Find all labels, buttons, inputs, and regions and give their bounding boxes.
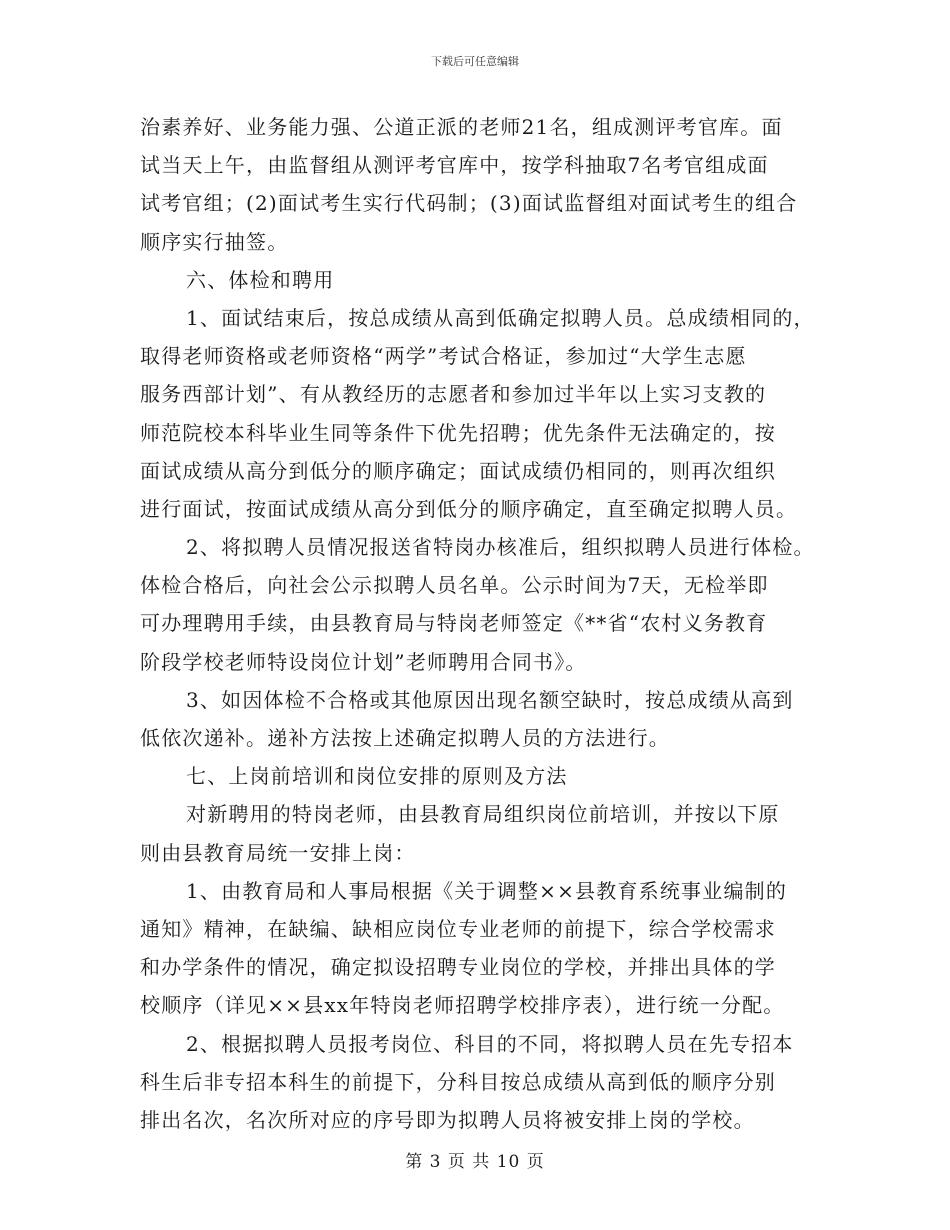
paragraph-line: 可办理聘用手续，由县教育局与特岗老师签定《**省“农村义务教育 [140,611,768,636]
paragraph-line: 阶段学校老师特设岗位计划”老师聘用合同书》。 [140,649,587,674]
section-heading: 六、体检和聘用 [186,267,335,292]
paragraph-line: 顺序实行抽签。 [140,229,289,254]
paragraph-line: 对新聘用的特岗老师，由县教育局组织岗位前培训，并按以下原 [186,802,780,827]
paragraph-line: 低依次递补。递补方法按上述确定拟聘人员的方法进行。 [140,726,670,750]
paragraph-line: 试考官组；(2)面试考生实行代码制；(3)面试监督组对面试考生的组合 [140,191,798,216]
paragraph-line: 取得老师资格或老师资格“两学”考试合格证，参加过“大学生志愿 [140,344,747,369]
paragraph-line: 通知》精神，在缺编、缺相应岗位专业老师的前提下，综合学校需求 [140,916,776,941]
page-header: 下载后可任意编辑 [431,55,519,68]
section-heading: 七、上岗前培训和岗位安排的原则及方法 [186,764,568,789]
paragraph-line: 1、面试结束后，按总成绩从高到低确定拟聘人员。总成绩相同的， [186,305,815,330]
paragraph-line: 体检合格后，向社会公示拟聘人员名单。公示时间为7天，无检举即 [140,573,769,598]
paragraph-line: 校顺序（详见××县xx年特岗老师招聘学校排序表），进行统一分配。 [140,993,785,1018]
paragraph-line: 进行面试，按面试成绩从高分到低分的顺序确定，直至确定拟聘人员。 [140,496,798,521]
paragraph-line: 面试成绩从高分到低分的顺序确定；面试成绩仍相同的，则再次组织 [140,458,776,483]
paragraph-line: 科生后非专招本科生的前提下，分科目按总成绩从高到低的顺序分别 [140,1069,776,1094]
paragraph-line: 治素养好、业务能力强、公道正派的老师21名，组成测评考官库。面 [140,115,783,139]
page-footer: 第 3 页 共 10 页 [405,1152,545,1172]
paragraph-line: 和办学条件的情况，确定拟设招聘专业岗位的学校，并排出具体的学 [140,955,776,980]
paragraph-line: 2、将拟聘人员情况报送省特岗办核准后，组织拟聘人员进行体检。 [186,535,815,560]
paragraph-line: 服务西部计划”、有从教经历的志愿者和参加过半年以上实习支教的 [140,382,767,407]
paragraph-line: 则由县教育局统一安排上岗： [140,840,416,865]
paragraph-line: 2、根据拟聘人员报考岗位、科目的不同，将拟聘人员在先专招本 [186,1031,794,1056]
paragraph-line: 排出名次，名次所对应的序号即为拟聘人员将被安排上岗的学校。 [140,1107,755,1132]
paragraph-line: 师范院校本科毕业生同等条件下优先招聘；优先条件无法确定的，按 [140,420,776,445]
paragraph-line: 试当天上午，由监督组从测评考官库中，按学科抽取7名考官组成面 [140,153,769,178]
paragraph-line: 1、由教育局和人事局根据《关于调整××县教育系统事业编制的 [186,878,788,903]
paragraph-line: 3、如因体检不合格或其他原因出现名额空缺时，按总成绩从高到 [186,687,794,712]
document-body [140,108,820,1139]
